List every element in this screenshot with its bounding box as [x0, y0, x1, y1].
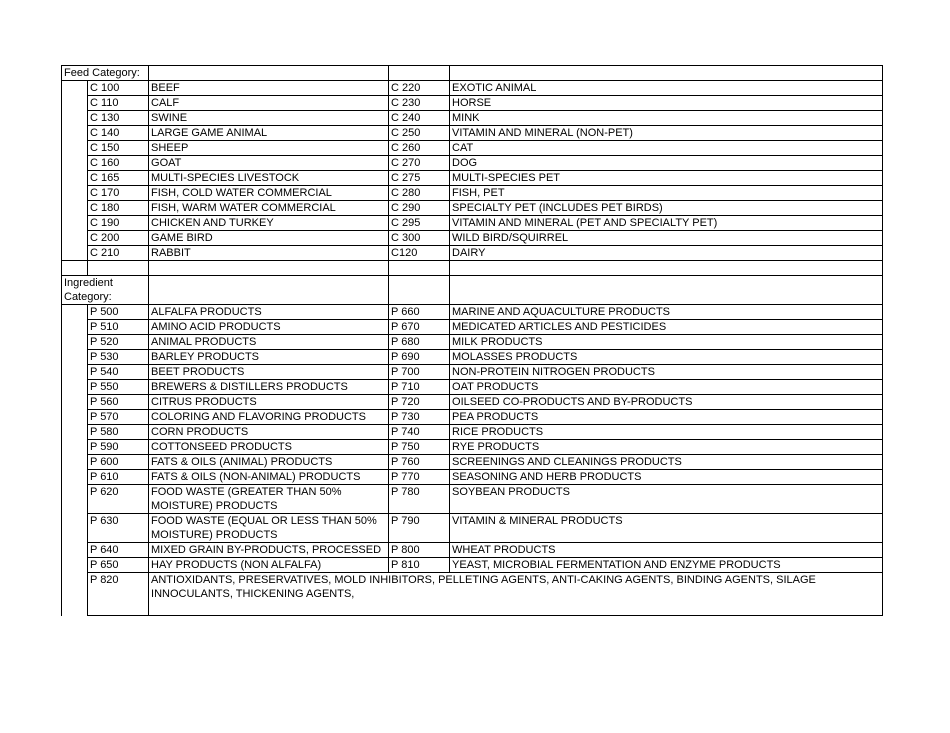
indent-cell	[62, 320, 88, 335]
table-row	[62, 410, 883, 425]
table-row	[62, 96, 883, 111]
name-cell: HORSE	[450, 96, 883, 111]
table-row	[62, 141, 883, 156]
indent-cell	[62, 201, 88, 216]
indent-cell	[62, 156, 88, 171]
name-cell: EXOTIC ANIMAL	[450, 81, 883, 96]
code-cell: P 740	[389, 425, 450, 440]
name-cell: RYE PRODUCTS	[450, 440, 883, 455]
name-cell: LARGE GAME ANIMAL	[149, 126, 389, 141]
code-cell: P 550	[88, 380, 149, 395]
code-cell: C 165	[88, 171, 149, 186]
name-cell: ALFALFA PRODUCTS	[149, 305, 389, 320]
category-table	[61, 65, 883, 616]
name-cell: COLORING AND FLAVORING PRODUCTS	[149, 410, 389, 425]
code-cell: C 200	[88, 231, 149, 246]
code-cell: P 570	[88, 410, 149, 425]
name-cell: MULTI-SPECIES PET	[450, 171, 883, 186]
name-cell: MILK PRODUCTS	[450, 335, 883, 350]
name-cell: WILD BIRD/SQUIRREL	[450, 231, 883, 246]
code-cell: C 275	[389, 171, 450, 186]
code-cell: C 110	[88, 96, 149, 111]
table-row	[62, 156, 883, 171]
indent-cell	[62, 485, 88, 514]
indent-cell	[62, 186, 88, 201]
name-cell: BEEF	[149, 81, 389, 96]
table-row	[62, 365, 883, 380]
code-cell: P 720	[389, 395, 450, 410]
code-cell: P 780	[389, 485, 450, 514]
table-row	[62, 171, 883, 186]
name-cell: OILSEED CO-PRODUCTS AND BY-PRODUCTS	[450, 395, 883, 410]
indent-cell	[62, 440, 88, 455]
name-cell: SEASONING AND HERB PRODUCTS	[450, 470, 883, 485]
name-cell: ANIMAL PRODUCTS	[149, 335, 389, 350]
name-cell: HAY PRODUCTS (NON ALFALFA)	[149, 558, 389, 573]
indent-cell	[62, 231, 88, 246]
name-cell: YEAST, MICROBIAL FERMENTATION AND ENZYME PRODUCTS	[450, 558, 883, 573]
indent-cell	[62, 335, 88, 350]
name-cell: GAME BIRD	[149, 231, 389, 246]
code-cell: P 530	[88, 350, 149, 365]
code-cell: P 810	[389, 558, 450, 573]
code-cell: C 190	[88, 216, 149, 231]
code-cell: P 710	[389, 380, 450, 395]
code-cell: P 750	[389, 440, 450, 455]
table-row	[62, 186, 883, 201]
code-cell: C120	[389, 246, 450, 261]
table-row	[62, 543, 883, 558]
table-row	[62, 335, 883, 350]
name-cell: FISH, COLD WATER COMMERCIAL	[149, 186, 389, 201]
table-row	[62, 320, 883, 335]
indent-cell	[62, 216, 88, 231]
name-cell: VITAMIN & MINERAL PRODUCTS	[450, 514, 883, 543]
indent-cell	[62, 573, 88, 616]
code-cell: P 510	[88, 320, 149, 335]
indent-cell	[62, 395, 88, 410]
table-row	[62, 231, 883, 246]
name-cell: RICE PRODUCTS	[450, 425, 883, 440]
name-cell: VITAMIN AND MINERAL (PET AND SPECIALTY PET)	[450, 216, 883, 231]
spacer-row	[62, 261, 883, 276]
name-cell: DOG	[450, 156, 883, 171]
code-cell: P 520	[88, 335, 149, 350]
code-cell: C 160	[88, 156, 149, 171]
name-cell: BEET PRODUCTS	[149, 365, 389, 380]
indent-cell	[62, 81, 88, 96]
indent-cell	[62, 171, 88, 186]
table-row	[62, 455, 883, 470]
table-row	[62, 305, 883, 320]
code-cell: C 130	[88, 111, 149, 126]
table-row	[62, 470, 883, 485]
table-row	[62, 81, 883, 96]
code-cell: P 640	[88, 543, 149, 558]
code-cell: C 250	[389, 126, 450, 141]
code-cell: P 760	[389, 455, 450, 470]
table-row	[62, 201, 883, 216]
code-cell: C 210	[88, 246, 149, 261]
name-cell: CAT	[450, 141, 883, 156]
name-cell: SOYBEAN PRODUCTS	[450, 485, 883, 514]
code-cell: C 260	[389, 141, 450, 156]
code-cell: C 140	[88, 126, 149, 141]
code-cell: P 690	[389, 350, 450, 365]
name-cell: FOOD WASTE (GREATER THAN 50% MOISTURE) PRODUCTS	[149, 485, 389, 514]
indent-cell	[62, 380, 88, 395]
code-cell: C 150	[88, 141, 149, 156]
name-cell: FISH, WARM WATER COMMERCIAL	[149, 201, 389, 216]
indent-cell	[62, 111, 88, 126]
name-cell: NON-PROTEIN NITROGEN PRODUCTS	[450, 365, 883, 380]
code-cell: C 295	[389, 216, 450, 231]
name-cell: SPECIALTY PET (INCLUDES PET BIRDS)	[450, 201, 883, 216]
feed-category-heading-row	[62, 66, 883, 81]
table-row	[62, 126, 883, 141]
table-row	[62, 395, 883, 410]
code-cell: C 240	[389, 111, 450, 126]
name-cell: OAT PRODUCTS	[450, 380, 883, 395]
name-cell: MULTI-SPECIES LIVESTOCK	[149, 171, 389, 186]
indent-cell	[62, 246, 88, 261]
code-cell: C 230	[389, 96, 450, 111]
name-cell: MARINE AND AQUACULTURE PRODUCTS	[450, 305, 883, 320]
indent-cell	[62, 365, 88, 380]
name-cell: AMINO ACID PRODUCTS	[149, 320, 389, 335]
code-cell: C 270	[389, 156, 450, 171]
table-row	[62, 380, 883, 395]
name-cell: PEA PRODUCTS	[450, 410, 883, 425]
code-cell: P 630	[88, 514, 149, 543]
code-cell: C 280	[389, 186, 450, 201]
table-row-final	[62, 573, 883, 616]
table-row	[62, 440, 883, 455]
indent-cell	[62, 96, 88, 111]
code-cell: P 650	[88, 558, 149, 573]
code-cell: P 680	[389, 335, 450, 350]
code-cell: P 660	[389, 305, 450, 320]
ingredient-category-heading: Ingredient Category:	[62, 276, 149, 305]
indent-cell	[62, 514, 88, 543]
code-cell: P 580	[88, 425, 149, 440]
code-cell: P 620	[88, 485, 149, 514]
name-cell: BREWERS & DISTILLERS PRODUCTS	[149, 380, 389, 395]
feed-category-heading: Feed Category:	[62, 66, 149, 81]
name-cell: COTTONSEED PRODUCTS	[149, 440, 389, 455]
name-cell: DAIRY	[450, 246, 883, 261]
name-cell-wide: ANTIOXIDANTS, PRESERVATIVES, MOLD INHIBITORS, PELLETING AGENTS, ANTI-CAKING AGENTS, BINDING AGENTS, SILAGE INNOCULANTS, THICKENING AGENTS,	[149, 573, 883, 616]
code-cell: P 790	[389, 514, 450, 543]
category-table-body	[62, 66, 883, 616]
name-cell: SCREENINGS AND CLEANINGS PRODUCTS	[450, 455, 883, 470]
indent-cell	[62, 141, 88, 156]
name-cell: FOOD WASTE (EQUAL OR LESS THAN 50% MOISTURE) PRODUCTS	[149, 514, 389, 543]
name-cell: FATS & OILS (NON-ANIMAL) PRODUCTS	[149, 470, 389, 485]
name-cell: CORN PRODUCTS	[149, 425, 389, 440]
code-cell: C 290	[389, 201, 450, 216]
code-cell: C 300	[389, 231, 450, 246]
indent-cell	[62, 126, 88, 141]
name-cell: VITAMIN AND MINERAL (NON-PET)	[450, 126, 883, 141]
table-row	[62, 350, 883, 365]
table-row	[62, 246, 883, 261]
table-row	[62, 485, 883, 514]
code-cell: P 770	[389, 470, 450, 485]
name-cell: MIXED GRAIN BY-PRODUCTS, PROCESSED	[149, 543, 389, 558]
table-row	[62, 425, 883, 440]
code-cell: P 820	[88, 573, 149, 616]
code-cell: C 170	[88, 186, 149, 201]
indent-cell	[62, 425, 88, 440]
table-row	[62, 111, 883, 126]
code-cell: P 590	[88, 440, 149, 455]
code-cell: P 600	[88, 455, 149, 470]
code-cell: P 610	[88, 470, 149, 485]
name-cell: RABBIT	[149, 246, 389, 261]
code-cell: C 100	[88, 81, 149, 96]
code-cell: P 700	[389, 365, 450, 380]
code-cell: P 540	[88, 365, 149, 380]
code-cell: C 220	[389, 81, 450, 96]
name-cell: SHEEP	[149, 141, 389, 156]
name-cell: MOLASSES PRODUCTS	[450, 350, 883, 365]
table-row	[62, 216, 883, 231]
code-cell: P 670	[389, 320, 450, 335]
name-cell: BARLEY PRODUCTS	[149, 350, 389, 365]
indent-cell	[62, 543, 88, 558]
name-cell: WHEAT PRODUCTS	[450, 543, 883, 558]
ingredient-category-heading-row	[62, 276, 883, 305]
name-cell: CHICKEN AND TURKEY	[149, 216, 389, 231]
name-cell: FATS & OILS (ANIMAL) PRODUCTS	[149, 455, 389, 470]
name-cell: CITRUS PRODUCTS	[149, 395, 389, 410]
code-cell: P 560	[88, 395, 149, 410]
name-cell: SWINE	[149, 111, 389, 126]
indent-cell	[62, 305, 88, 320]
code-cell: P 800	[389, 543, 450, 558]
name-cell: FISH, PET	[450, 186, 883, 201]
indent-cell	[62, 410, 88, 425]
code-cell: P 730	[389, 410, 450, 425]
indent-cell	[62, 470, 88, 485]
table-row	[62, 558, 883, 573]
indent-cell	[62, 455, 88, 470]
name-cell: MEDICATED ARTICLES AND PESTICIDES	[450, 320, 883, 335]
code-cell: P 500	[88, 305, 149, 320]
name-cell: GOAT	[149, 156, 389, 171]
code-cell: C 180	[88, 201, 149, 216]
name-cell: CALF	[149, 96, 389, 111]
name-cell: MINK	[450, 111, 883, 126]
indent-cell	[62, 350, 88, 365]
indent-cell	[62, 558, 88, 573]
table-row	[62, 514, 883, 543]
